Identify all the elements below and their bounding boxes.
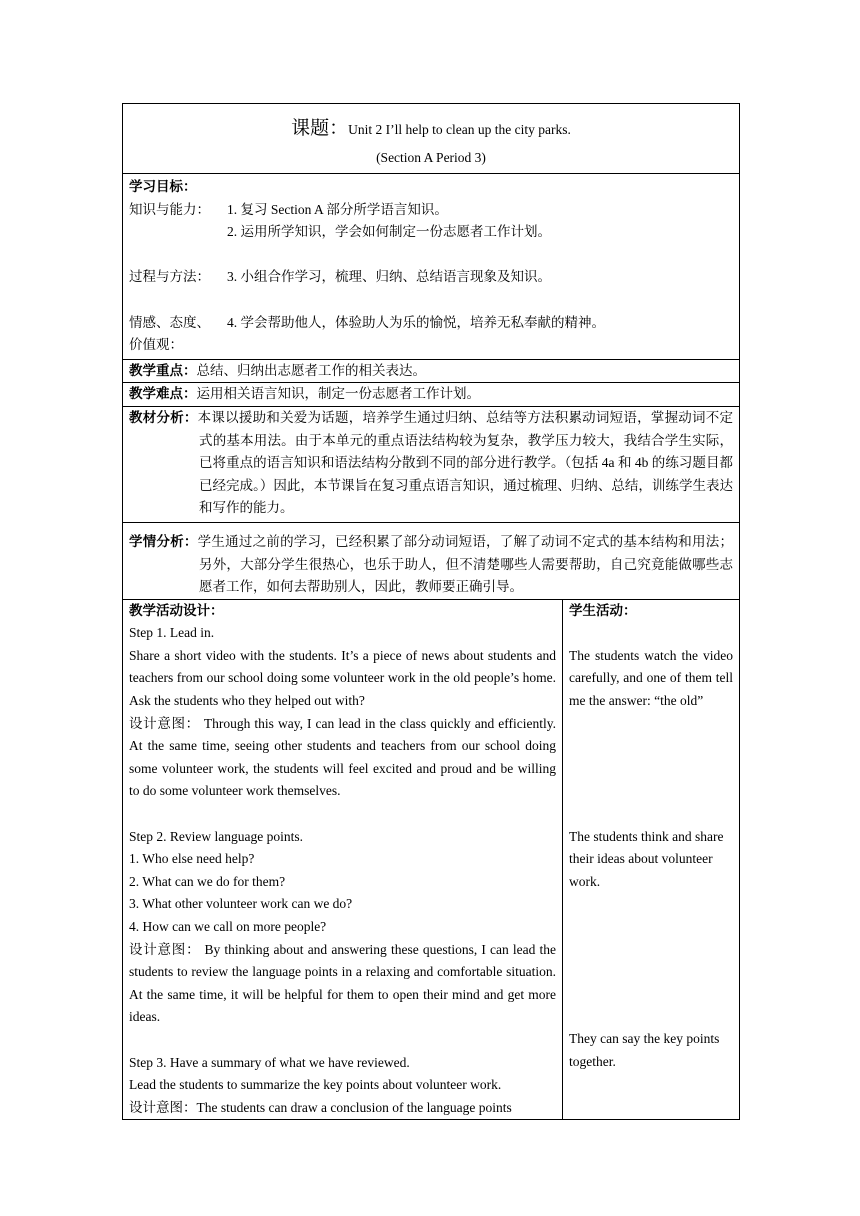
step1-title: Step 1. Lead in.	[129, 625, 215, 641]
emotion-label-2: 价值观：	[129, 337, 183, 353]
activity-left-cell	[123, 599, 563, 1120]
process-item-1: 3. 小组合作学习，梳理、归纳、总结语言现象及知识。	[227, 269, 551, 285]
title-text: Unit 2 I’ll help to clean up the city parks.	[348, 122, 571, 137]
step2-design-text: By thinking about and answering these questions, I can lead the students to review the language points in a relaxing and comfortable situation. At the same time, it will be helpful for them to open their mind and get more ideas.	[129, 941, 557, 1025]
difficulties-cell	[123, 383, 740, 407]
step2-question-2: 2. What can we do for them?	[129, 873, 286, 889]
student-activity-3: They can say the key points together.	[569, 1031, 720, 1070]
objectives-heading: 学习目标：	[129, 179, 197, 194]
difficulties-label: 教学难点：	[129, 386, 197, 402]
page-subtitle: (Section A Period 3)	[376, 150, 486, 165]
activity-right-heading: 学生活动：	[569, 602, 637, 618]
step2-question-3: 3. What other volunteer work can we do?	[129, 896, 353, 912]
page-title	[129, 114, 733, 145]
step1-design-label: 设计意图：	[129, 715, 200, 731]
knowledge-item-1: 1. 复习 Section A 部分所学语言知识。	[227, 201, 448, 217]
title-cell	[123, 104, 740, 174]
key-points-text: 总结、归纳出志愿者工作的相关表达。	[196, 362, 426, 378]
step3-design-text: The students can draw a conclusion of the language points	[196, 1099, 512, 1115]
students-label: 学情分析：	[129, 533, 198, 549]
emotion-item-1: 4. 学会帮助他人，体验助人为乐的愉悦，培养无私奉献的精神。	[227, 314, 605, 330]
objectives-row	[123, 174, 740, 360]
students-cell	[123, 522, 740, 599]
step1-text: Share a short video with the students. It’s a piece of news about students and teachers from our school doing some volunteer work in the old people’s home. Ask the students who they helped out with?	[129, 647, 556, 709]
material-cell	[123, 406, 740, 522]
process-label: 过程与方法：	[129, 269, 210, 285]
step3-text: Lead the students to summarize the key points about volunteer work.	[129, 1077, 502, 1093]
step3-design-label: 设计意图：	[129, 1099, 197, 1115]
material-label: 教材分析：	[129, 409, 198, 425]
emotion-label: 情感、态度、	[129, 314, 210, 330]
title-row	[123, 104, 740, 174]
student-activity-2: The students think and share their ideas about volunteer work.	[569, 828, 724, 889]
step2-title: Step 2. Review language points.	[129, 828, 303, 844]
objectives-cell	[123, 174, 740, 360]
material-text: 本课以援助和关爱为话题，培养学生通过归纳、总结等方法积累动词短语，掌握动词不定式的基本用法。由于本单元的重点语法结构较为复杂，教学压力较大，我结合学生实际，已将重点的语言知识和语法结构分散到不同的部分进行教学。（包括 4a 和 4b 的练习题目都已经完成。）因此，本节课旨在复习重点语言知识，通过梳理、归纳、总结，训练学生表达和写作的能力。	[197, 409, 734, 516]
student-activity-1: The students watch the video carefully, and one of them tell me the answer: “the old”	[569, 647, 733, 709]
knowledge-label: 知识与能力：	[129, 201, 210, 217]
activity-left-heading: 教学活动设计：	[129, 602, 224, 618]
difficulties-text: 运用相关语言知识，制定一份志愿者工作计划。	[196, 386, 480, 402]
step2-question-1: 1. Who else need help?	[129, 851, 255, 867]
students-row	[123, 522, 740, 599]
step3-title: Step 3. Have a summary of what we have reviewed.	[129, 1054, 410, 1070]
step2-question-4: 4. How can we call on more people?	[129, 919, 327, 934]
knowledge-item-2: 2. 运用所学知识，学会如何制定一份志愿者工作计划。	[227, 224, 551, 240]
activity-row	[123, 599, 740, 1120]
key-points-cell	[123, 359, 740, 383]
step2-design-label: 设计意图：	[129, 941, 201, 957]
lesson-plan-table	[122, 103, 740, 1120]
key-points-row	[123, 359, 740, 383]
key-points-label: 教学重点：	[129, 362, 197, 378]
students-text: 学生通过之前的学习，已经积累了部分动词短语，了解了动词不定式的基本结构和用法；另外，大部分学生很热心，也乐于助人，但不清楚哪些人需要帮助，自己究竟能做哪些志愿者工作，如何去帮助别人，因此，教师要正确引导。	[197, 533, 734, 595]
difficulties-row	[123, 383, 740, 407]
step1-design-text: Through this way, I can lead in the class quickly and efficiently. At the same time, seeing other students and teachers from our school doing some volunteer work, the students will feel excited and proud and be willing to do some volunteer work themselves.	[129, 715, 556, 799]
title-label: 课题：	[291, 118, 349, 139]
activity-right-cell	[563, 599, 740, 1120]
lesson-plan-sheet	[122, 103, 739, 1120]
material-row	[123, 406, 740, 522]
